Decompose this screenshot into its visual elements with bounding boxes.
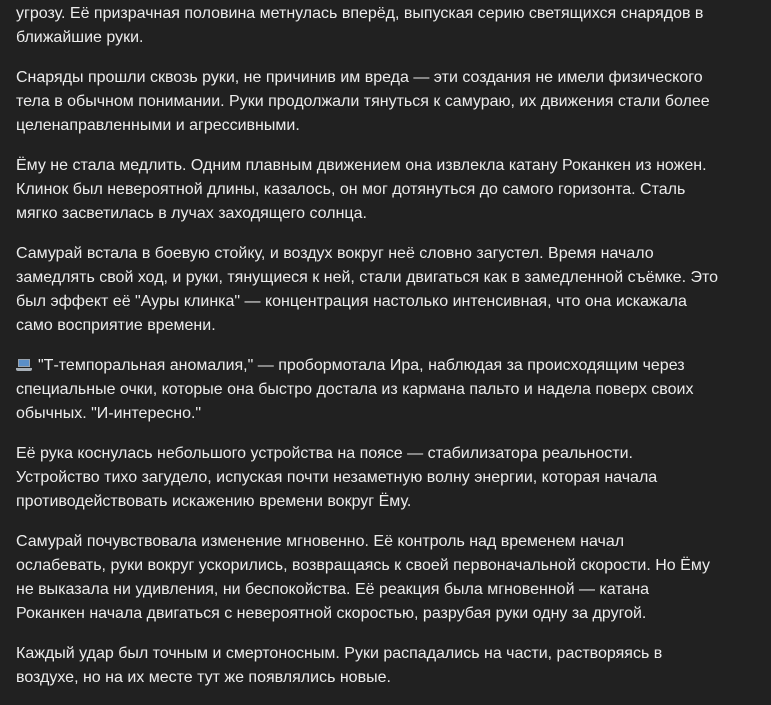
paragraph bbox=[16, 530, 756, 626]
text-line: не выказала ни удивления, ни беспокойства. Её реакция была мгновенной — катана bbox=[16, 581, 650, 598]
text-line bbox=[16, 354, 756, 378]
text-line: Снаряды прошли сквозь руки, не причинив им вреда — эти создания не имели физического bbox=[16, 69, 703, 86]
story-text bbox=[16, 2, 756, 690]
text-line: угрозу. Её призрачная половина метнулась вперёд, выпуская серию светящихся снарядов в bbox=[16, 5, 704, 22]
text-line: был эффект её "Ауры клинка" — концентрация настолько интенсивная, что она искажала bbox=[16, 293, 687, 310]
text-line: Каждый удар был точным и смертоносным. Руки распадались на части, растворяясь в bbox=[16, 645, 663, 662]
paragraph bbox=[16, 242, 756, 338]
text-line: Её рука коснулась небольшого устройства на поясе — стабилизатора реальности. bbox=[16, 445, 633, 462]
text-line: ослабевать, руки вокруг ускорились, возвращаясь к своей первоначальной скорости. Но Ёму bbox=[16, 557, 710, 574]
text-line: Ёму не стала медлить. Одним плавным движением она извлекла катану Роканкен из ножен. bbox=[16, 157, 707, 174]
text-line: воздухе, но на их месте тут же появлялись новые. bbox=[16, 669, 391, 686]
text-line: само восприятие времени. bbox=[16, 317, 216, 334]
text-line-content: "Т-темпоральная аномалия," — пробормотала Ира, наблюдая за происходящим через bbox=[38, 357, 685, 374]
text-line: ближайшие руки. bbox=[16, 29, 144, 46]
text-line: Самурай почувствовала изменение мгновенно. Её контроль над временем начал bbox=[16, 533, 625, 550]
paragraph bbox=[16, 154, 756, 226]
paragraph bbox=[16, 442, 756, 514]
text-line: обычных. "И-интересно." bbox=[16, 405, 202, 422]
paragraph bbox=[16, 642, 756, 690]
text-line: Роканкен начала двигаться с невероятной скоростью, разрубая руки одну за другой. bbox=[16, 605, 647, 622]
paragraph bbox=[16, 2, 756, 50]
paragraph-with-laptop-icon bbox=[16, 354, 756, 426]
paragraph bbox=[16, 66, 756, 138]
text-line: целенаправленными и агрессивными. bbox=[16, 117, 300, 134]
text-line: Самурай встала в боевую стойку, и воздух вокруг неё словно загустел. Время начало bbox=[16, 245, 654, 262]
text-line: специальные очки, которые она быстро достала из кармана пальто и надела поверх своих bbox=[16, 381, 694, 398]
laptop-icon bbox=[16, 358, 32, 372]
text-line: тела в обычном понимании. Руки продолжали тянуться к самураю, их движения стали более bbox=[16, 93, 710, 110]
text-line: замедлять свой ход, и руки, тянущиеся к ней, стали двигаться как в замедленной съёмке. Это bbox=[16, 269, 718, 286]
text-line: мягко засветилась в лучах заходящего солнца. bbox=[16, 205, 367, 222]
text-line: Устройство тихо загудело, испуская почти незаметную волну энергии, которая начала bbox=[16, 469, 658, 486]
text-line: противодействовать искажению времени вокруг Ёму. bbox=[16, 493, 412, 510]
text-line: Клинок был невероятной длины, казалось, он мог дотянуться до самого горизонта. Сталь bbox=[16, 181, 686, 198]
